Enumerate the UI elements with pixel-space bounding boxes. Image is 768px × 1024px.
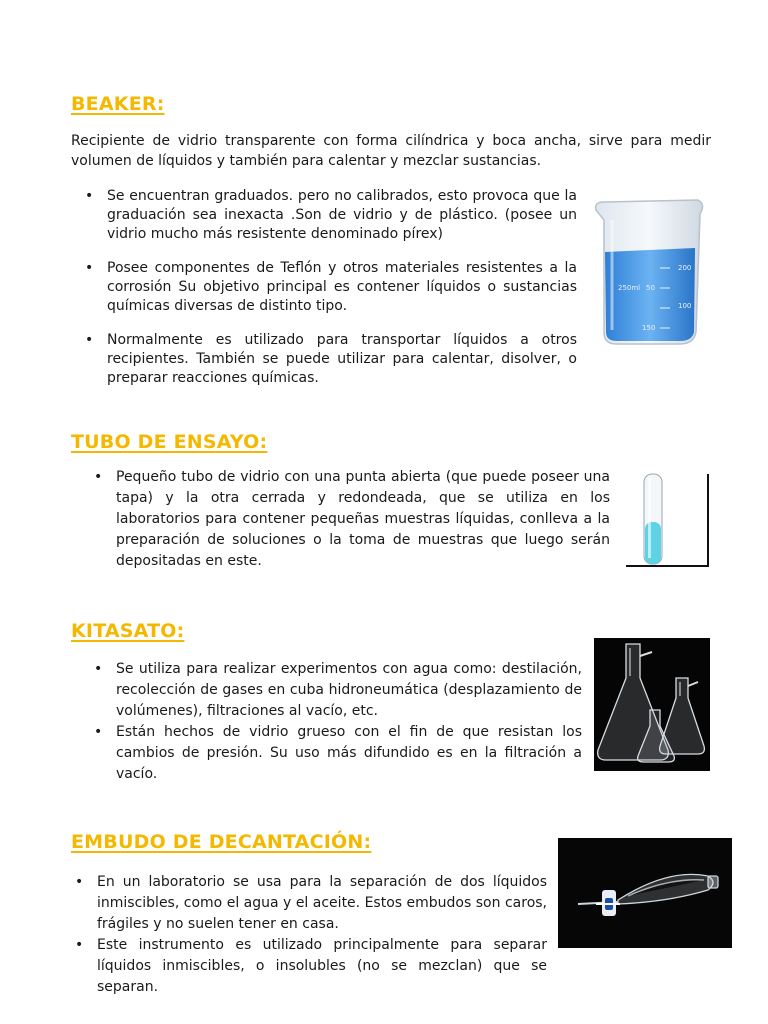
beaker-mark-100: 100 xyxy=(678,302,692,310)
heading-kitasato: KITASATO: xyxy=(71,620,185,642)
list-item: • En un laboratorio se usa para la separación de dos líquidos inmiscibles, como el agua y el aceite. Estos embudos son caros, frágiles y no suelen tener en casa. xyxy=(97,872,547,935)
beaker-mark-50: 50 xyxy=(646,284,655,292)
beaker-mark-150: 150 xyxy=(642,324,656,332)
beaker-intro: Recipiente de vidrio transparente con forma cilíndrica y boca ancha, sirve para medir volumen de líquidos y también para calentar y mezclar sustancias. xyxy=(71,133,711,169)
test-tube-image xyxy=(622,470,712,570)
embudo-list xyxy=(97,872,547,998)
list-item: • Se encuentran graduados. pero no calibrados, esto provoca que la graduación sea inexacta .Son de vidrio y de plástico. (posee un vidrio mucho más resistente denominado pírex) xyxy=(107,187,577,244)
heading-tubo: TUBO DE ENSAYO: xyxy=(71,431,268,453)
tubo-list xyxy=(116,467,610,572)
beaker-volume-label: 250ml xyxy=(618,284,641,292)
list-item: • Este instrumento es utilizado principalmente para separar líquidos inmiscibles, o insolubles (no se mezclan) que se separan. xyxy=(97,935,547,998)
kitasato-image xyxy=(594,638,710,771)
separatory-funnel-image xyxy=(558,838,732,948)
list-item: • Normalmente es utilizado para transportar líquidos a otros recipientes. También se puede utilizar para calentar, disolver, o preparar reacciones químicas. xyxy=(107,331,577,388)
list-item: • Se utiliza para realizar experimentos con agua como: destilación, recolección de gases en cuba hidroneumática (desplazamiento de volúmenes), filtraciones al vacío, etc. xyxy=(116,659,582,722)
heading-beaker: BEAKER: xyxy=(71,93,165,115)
beaker-image xyxy=(590,190,708,350)
beaker-mark-200: 200 xyxy=(678,264,692,272)
list-item: • Están hechos de vidrio grueso con el fin de que resistan los cambios de presión. Su uso más difundido es en la filtración a vacío. xyxy=(116,722,582,785)
beaker-list xyxy=(107,187,577,388)
kitasato-list xyxy=(116,659,582,785)
list-item: • Posee componentes de Teflón y otros materiales resistentes a la corrosión Su objetivo principal es contener líquidos o sustancias químicas diversas de distinto tipo. xyxy=(107,259,577,316)
heading-embudo: EMBUDO DE DECANTACIÓN: xyxy=(71,831,372,853)
list-item: • Pequeño tubo de vidrio con una punta abierta (que puede poseer una tapa) y la otra cerrada y redondeada, que se utiliza en los laboratorios para contener pequeñas muestras líquidas, conlleva a la preparación de soluciones o la toma de muestras que luego serán depositadas en este. xyxy=(116,467,610,572)
